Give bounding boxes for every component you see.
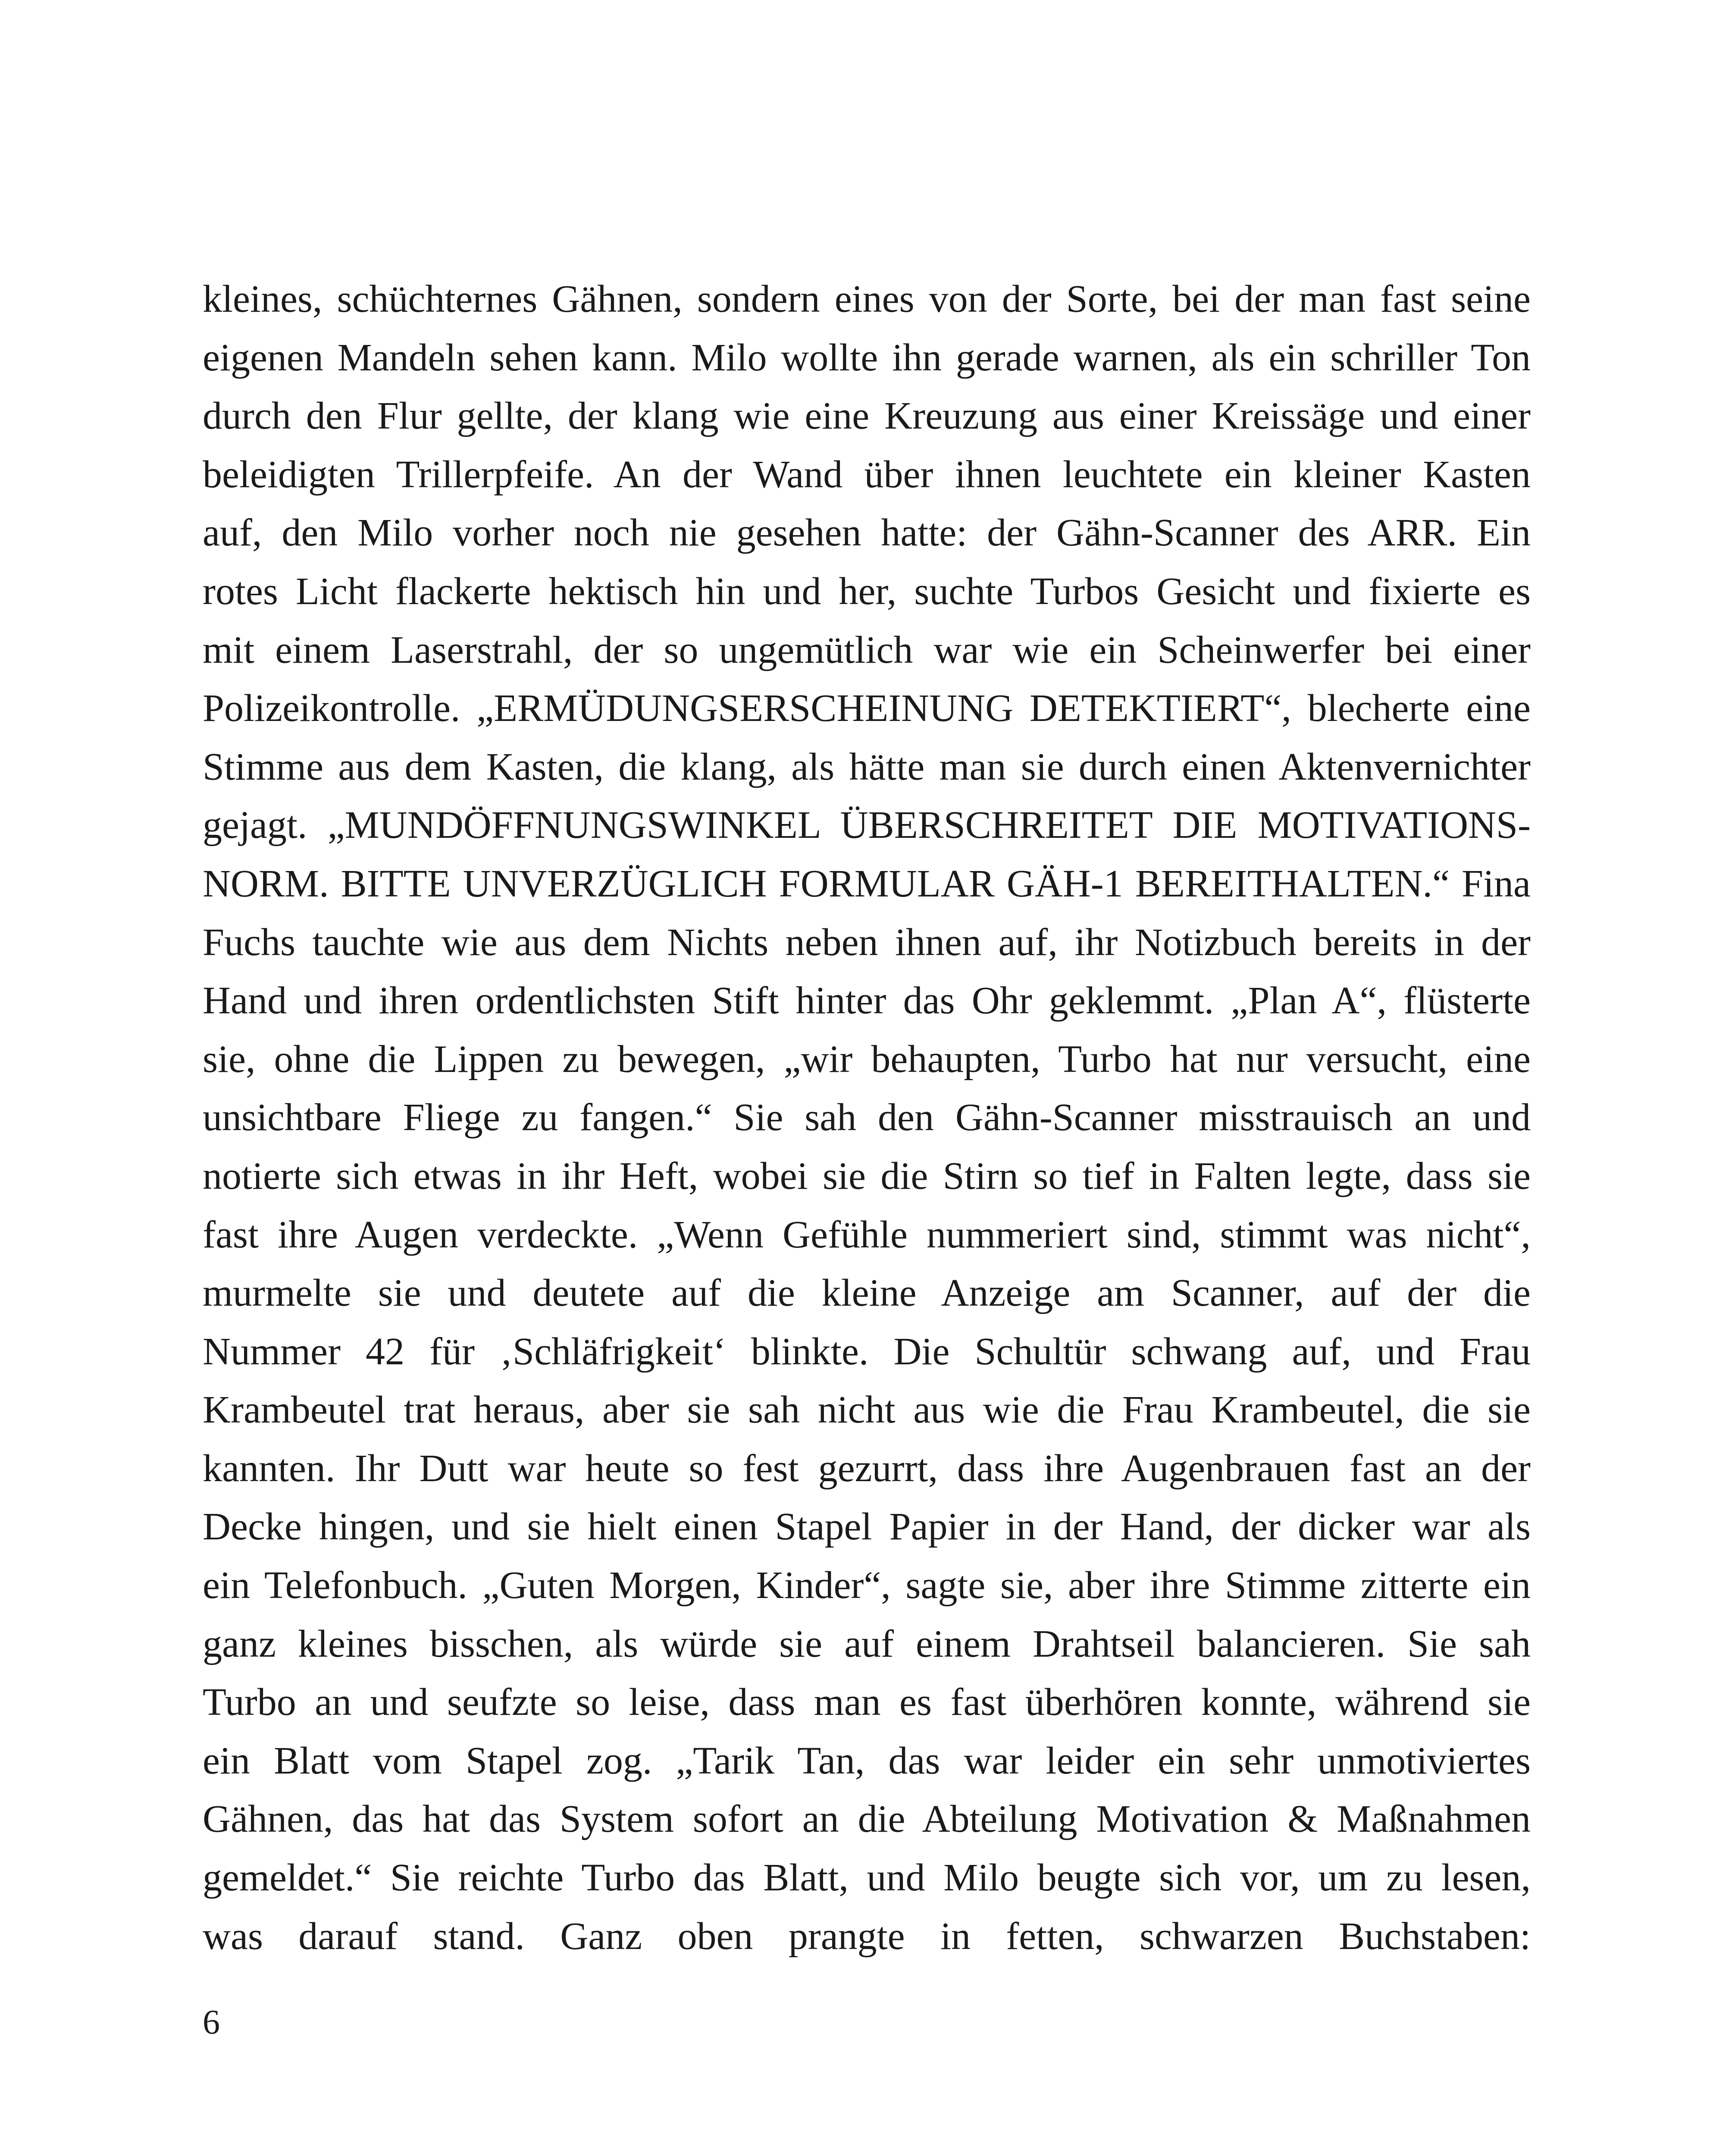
text-line: beleidigten Trillerpfeife. An der Wand über ihnen leuchtete ein kleiner Kasten	[203, 453, 1531, 496]
text-line: Hand und ihren ordentlichsten Stift hinter das Ohr geklemmt. „Plan A“, flüsterte	[203, 979, 1531, 1022]
text-line: was darauf stand. Ganz oben prangte in fetten, schwarzen Buchstaben:	[203, 1915, 1531, 1958]
text-line: gemeldet.“ Sie reichte Turbo das Blatt, und Milo beugte sich vor, um zu lesen,	[203, 1856, 1531, 1899]
text-line: rotes Licht flackerte hektisch hin und her, suchte Turbos Gesicht und fixierte es	[203, 570, 1531, 613]
text-line: mit einem Laserstrahl, der so ungemütlich war wie ein Scheinwerfer bei einer	[203, 628, 1531, 671]
text-line: gejagt. „MUNDÖFFNUNGSWINKEL ÜBERSCHREITET DIE MOTIVATIONS-	[203, 804, 1531, 847]
text-line: auf, den Milo vorher noch nie gesehen hatte: der Gähn-Scanner des ARR. Ein	[203, 511, 1531, 555]
text-line: Fuchs tauchte wie aus dem Nichts neben ihnen auf, ihr Notizbuch bereits in der	[203, 921, 1531, 964]
text-line: kannten. Ihr Dutt war heute so fest gezurrt, dass ihre Augenbrauen fast an der	[203, 1447, 1531, 1490]
text-line: eigenen Mandeln sehen kann. Milo wollte ihn gerade warnen, als ein schriller Ton	[203, 336, 1531, 379]
text-line: durch den Flur gellte, der klang wie eine Kreuzung aus einer Kreissäge und einer	[203, 395, 1531, 438]
text-line: fast ihre Augen verdeckte. „Wenn Gefühle nummeriert sind, stimmt was nicht“,	[203, 1213, 1531, 1256]
text-line: sie, ohne die Lippen zu bewegen, „wir behaupten, Turbo hat nur versucht, eine	[203, 1037, 1531, 1081]
text-line: Decke hingen, und sie hielt einen Stapel Papier in der Hand, der dicker war als	[203, 1505, 1531, 1548]
text-line: Stimme aus dem Kasten, die klang, als hätte man sie durch einen Aktenvernichter	[203, 745, 1531, 788]
page-number: 6	[203, 2003, 220, 2041]
text-line: Nummer 42 für ‚Schläfrigkeit‘ blinkte. Die Schultür schwang auf, und Frau	[203, 1330, 1531, 1373]
text-line: NORM. BITTE UNVERZÜGLICH FORMULAR GÄH-1 BEREITHALTEN.“ Fina	[203, 862, 1531, 905]
text-line: notierte sich etwas in ihr Heft, wobei sie die Stirn so tief in Falten legte, dass sie	[203, 1154, 1531, 1197]
text-line: ein Telefonbuch. „Guten Morgen, Kinder“, sagte sie, aber ihre Stimme zitterte ein	[203, 1564, 1531, 1607]
text-line: Polizeikontrolle. „ERMÜDUNGSERSCHEINUNG DETEKTIERT“, blecherte eine	[203, 687, 1531, 730]
body-text	[203, 270, 1531, 1965]
text-line: Gähnen, das hat das System sofort an die Abteilung Motivation & Maßnahmen	[203, 1798, 1531, 1841]
text-line: kleines, schüchternes Gähnen, sondern eines von der Sorte, bei der man fast seine	[203, 278, 1531, 320]
text-line: murmelte sie und deutete auf die kleine Anzeige am Scanner, auf der die	[203, 1272, 1531, 1315]
text-line: ein Blatt vom Stapel zog. „Tarik Tan, das war leider ein sehr unmotiviertes	[203, 1739, 1531, 1782]
text-line: unsichtbare Fliege zu fangen.“ Sie sah den Gähn-Scanner misstrauisch an und	[203, 1096, 1531, 1139]
text-line: Krambeutel trat heraus, aber sie sah nicht aus wie die Frau Krambeutel, die sie	[203, 1388, 1531, 1432]
text-line: Turbo an und seufzte so leise, dass man es fast überhören konnte, während sie	[203, 1681, 1531, 1724]
text-line: ganz kleines bisschen, als würde sie auf einem Drahtseil balancieren. Sie sah	[203, 1622, 1531, 1665]
